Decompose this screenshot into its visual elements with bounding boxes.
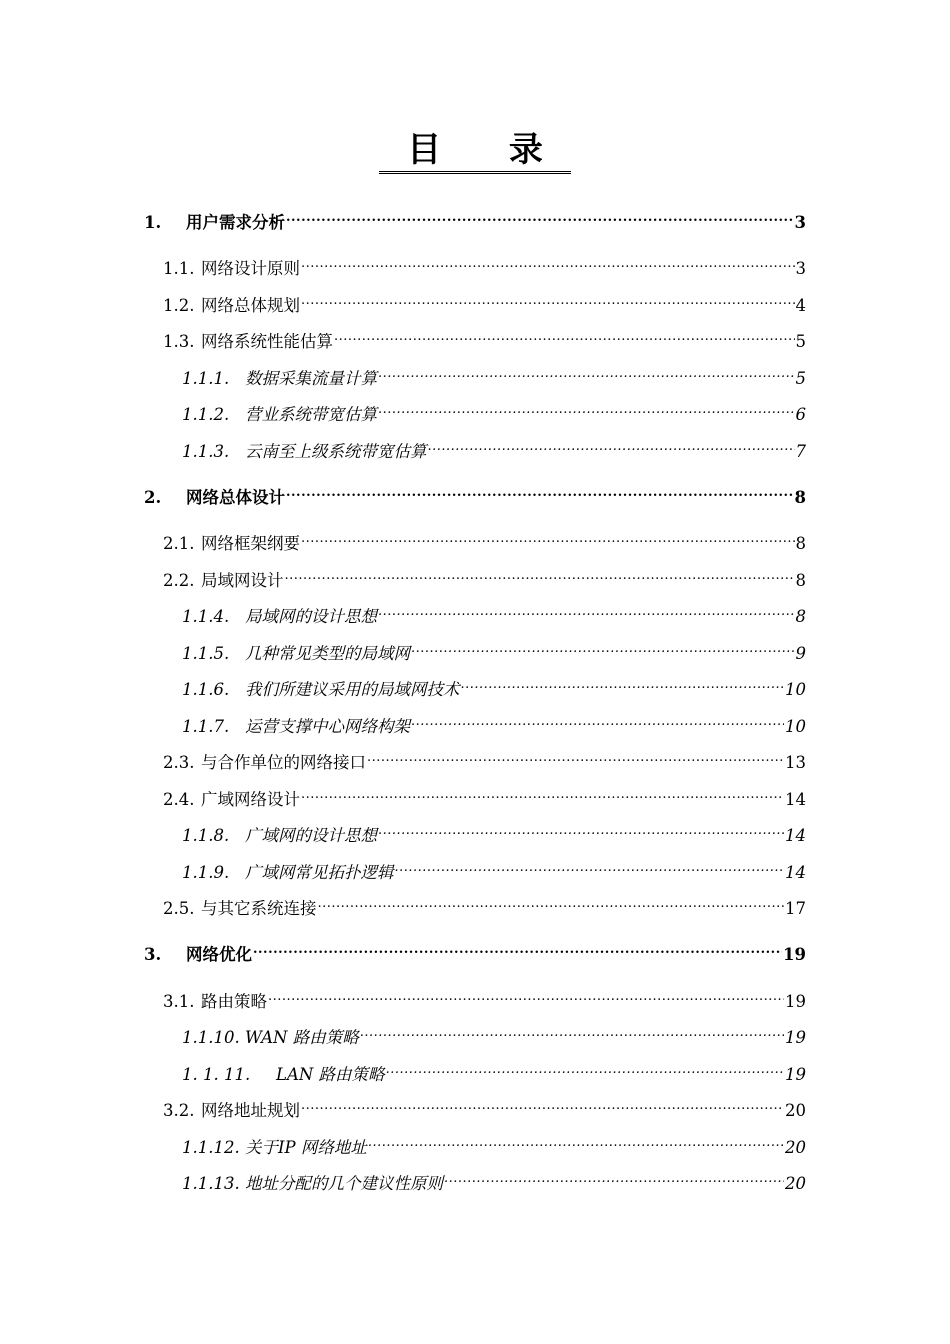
toc-entry-number: 1.1.7.	[182, 717, 230, 736]
toc-entry-number: 1.1.13.	[182, 1174, 240, 1193]
toc-entry-page-number: 20	[785, 1138, 806, 1157]
toc-entry-page-number: 14	[785, 863, 806, 882]
toc-entry-page-number: 5	[795, 332, 806, 351]
toc-entry-title: 用户需求分析	[186, 213, 285, 232]
toc-entry-page-number: 7	[795, 442, 806, 461]
toc-entry-page-number: 17	[785, 899, 806, 918]
toc-entry-number: 2.2.	[163, 571, 195, 590]
toc-dot-leader	[285, 564, 795, 586]
toc-dot-leader	[395, 856, 785, 878]
toc-entry-number: 1.1.12.	[182, 1138, 240, 1157]
toc-entry-number: 2.	[144, 488, 162, 507]
toc-entry[interactable]	[144, 938, 806, 966]
toc-entry-page-number: 8	[795, 607, 806, 626]
toc-entry-title: 运营支撑中心网络构架	[245, 717, 410, 736]
toc-dot-leader	[301, 1094, 784, 1116]
toc-entry-number: 1.3.	[163, 332, 195, 351]
toc-dot-leader	[301, 252, 795, 274]
toc-dot-leader	[378, 362, 795, 384]
toc-entry-title: 关于IP 网络地址	[245, 1138, 367, 1157]
toc-dot-leader	[301, 289, 795, 311]
toc-entry-page-number: 3	[794, 213, 806, 232]
toc-entry[interactable]	[182, 398, 806, 426]
toc-entry-number: 1.1.9.	[182, 863, 230, 882]
toc-entry-title: 广域网常见拓扑逻辑	[245, 863, 394, 882]
toc-entry-title: 几种常见类型的局域网	[245, 644, 410, 663]
toc-entry-number: 1.1.4.	[182, 607, 230, 626]
toc-dot-leader	[268, 985, 784, 1007]
toc-entry-number: 1.1.1.	[182, 369, 230, 388]
toc-entry-title: 我们所建议采用的局域网技术	[245, 680, 460, 699]
toc-entry[interactable]	[163, 527, 806, 555]
toc-entry-page-number: 19	[783, 945, 806, 964]
toc-entry-page-number: 19	[785, 1065, 806, 1084]
toc-dot-leader	[444, 1167, 784, 1189]
toc-entry-page-number: 4	[795, 296, 806, 315]
toc-entry-page-number: 8	[794, 488, 806, 507]
toc-entry-title: 网络总体规划	[201, 296, 300, 315]
toc-dot-leader	[286, 206, 794, 228]
toc-dot-leader	[301, 783, 784, 805]
toc-entry-page-number: 19	[785, 1028, 806, 1047]
toc-entry[interactable]	[182, 856, 806, 884]
toc-entry-number: 1.1.2.	[182, 405, 230, 424]
toc-entry-number: 1.1.8.	[182, 826, 230, 845]
toc-entry[interactable]	[182, 1058, 806, 1086]
toc-entry[interactable]	[182, 710, 806, 738]
toc-entry-page-number: 20	[785, 1174, 806, 1193]
toc-entry-number: 1.1.6.	[182, 680, 230, 699]
toc-entry-page-number: 10	[785, 680, 806, 699]
toc-dot-leader	[286, 481, 794, 503]
toc-entry-page-number: 9	[795, 644, 806, 663]
toc-entry-page-number: 3	[795, 259, 806, 278]
toc-entry-title: 网络地址规划	[201, 1101, 300, 1120]
toc-entry-page-number: 13	[785, 753, 806, 772]
toc-dot-leader	[318, 892, 785, 914]
toc-entry[interactable]	[163, 325, 806, 353]
toc-dot-leader	[367, 746, 784, 768]
toc-dot-leader	[378, 600, 795, 622]
toc-entry-title: 与合作单位的网络接口	[201, 753, 366, 772]
toc-entry-page-number: 8	[795, 534, 806, 553]
toc-entry[interactable]	[182, 1167, 806, 1195]
toc-entry[interactable]	[144, 481, 806, 509]
toc-entry-page-number: 20	[785, 1101, 806, 1120]
toc-entry-title: 网络总体设计	[186, 488, 285, 507]
toc-entry-number: 3.2.	[163, 1101, 195, 1120]
toc-entry-number: 3.1.	[163, 992, 195, 1011]
toc-entry-number: 2.5.	[163, 899, 195, 918]
toc-entry[interactable]	[163, 985, 806, 1013]
toc-entry-number: 1.1.5.	[182, 644, 230, 663]
toc-entry[interactable]	[144, 206, 806, 234]
toc-dot-leader	[360, 1021, 784, 1043]
toc-title	[0, 128, 950, 174]
toc-dot-leader	[334, 325, 795, 347]
toc-entry-number: 1.2.	[163, 296, 195, 315]
toc-dot-leader	[378, 819, 784, 841]
toc-entry-number: 1.	[144, 213, 162, 232]
toc-entry-page-number: 14	[785, 826, 806, 845]
toc-entry-title: 营业系统带宽估算	[245, 405, 377, 424]
toc-entry-number: 1.1.10.	[182, 1028, 240, 1047]
toc-entry-number: 1.1.	[163, 259, 195, 278]
toc-entry-page-number: 19	[785, 992, 806, 1011]
toc-dot-leader	[301, 527, 795, 549]
toc-dot-leader	[411, 710, 784, 732]
toc-entry-title: 路由策略	[201, 992, 267, 1011]
toc-entry-title: 广域网络设计	[201, 790, 300, 809]
toc-entry-title: 数据采集流量计算	[245, 369, 377, 388]
toc-entry[interactable]	[182, 637, 806, 665]
toc-entry-number: 2.1.	[163, 534, 195, 553]
toc-entry-title: 与其它系统连接	[201, 899, 317, 918]
toc-entry-title: 地址分配的几个建议性原则	[245, 1174, 443, 1193]
toc-dot-leader	[428, 435, 795, 457]
toc-entry[interactable]	[163, 892, 806, 920]
toc-entry-number: 1.1.3.	[182, 442, 230, 461]
toc-entry[interactable]	[163, 783, 806, 811]
toc-entry[interactable]	[182, 1131, 806, 1159]
toc-entry[interactable]	[182, 673, 806, 701]
toc-entry-title: LAN 路由策略	[276, 1065, 385, 1084]
toc-entry-title: 网络优化	[186, 945, 252, 964]
toc-entry-number: 2.4.	[163, 790, 195, 809]
toc-dot-leader	[378, 398, 795, 420]
toc-entry-page-number: 6	[795, 405, 806, 424]
toc-entry-page-number: 14	[785, 790, 806, 809]
toc-entry[interactable]	[182, 600, 806, 628]
toc-entry[interactable]	[182, 1021, 806, 1049]
toc-entry-number: 1. 1. 11.	[182, 1065, 251, 1084]
toc-entry-number: 2.3.	[163, 753, 195, 772]
toc-entry-title: 云南至上级系统带宽估算	[245, 442, 427, 461]
toc-entry-title: 网络设计原则	[201, 259, 300, 278]
toc-entry-title: 广域网的设计思想	[245, 826, 377, 845]
toc-entry-number: 3.	[144, 945, 162, 964]
toc-dot-leader	[461, 673, 785, 695]
toc-entry-title: 网络系统性能估算	[201, 332, 333, 351]
toc-entry-title: WAN 路由策略	[245, 1028, 359, 1047]
toc-entry-title: 局域网设计	[201, 571, 284, 590]
toc-dot-leader	[253, 938, 782, 960]
toc-entry[interactable]	[163, 564, 806, 592]
toc-dot-leader	[368, 1131, 784, 1153]
toc-entry-page-number: 5	[795, 369, 806, 388]
toc-entry[interactable]	[182, 435, 806, 463]
toc-entry-page-number: 10	[785, 717, 806, 736]
toc-entry-page-number: 8	[795, 571, 806, 590]
toc-entry[interactable]	[182, 362, 806, 390]
toc-dot-leader	[386, 1058, 784, 1080]
toc-title-text: 目 录	[379, 129, 571, 174]
toc-entry[interactable]	[163, 289, 806, 317]
toc-entry[interactable]	[163, 252, 806, 280]
toc-entry-title: 网络框架纲要	[201, 534, 300, 553]
toc-entry[interactable]	[182, 819, 806, 847]
toc-entry[interactable]	[163, 1094, 806, 1122]
toc-entry-title: 局域网的设计思想	[245, 607, 377, 626]
toc-entry[interactable]	[163, 746, 806, 774]
toc-dot-leader	[411, 637, 795, 659]
